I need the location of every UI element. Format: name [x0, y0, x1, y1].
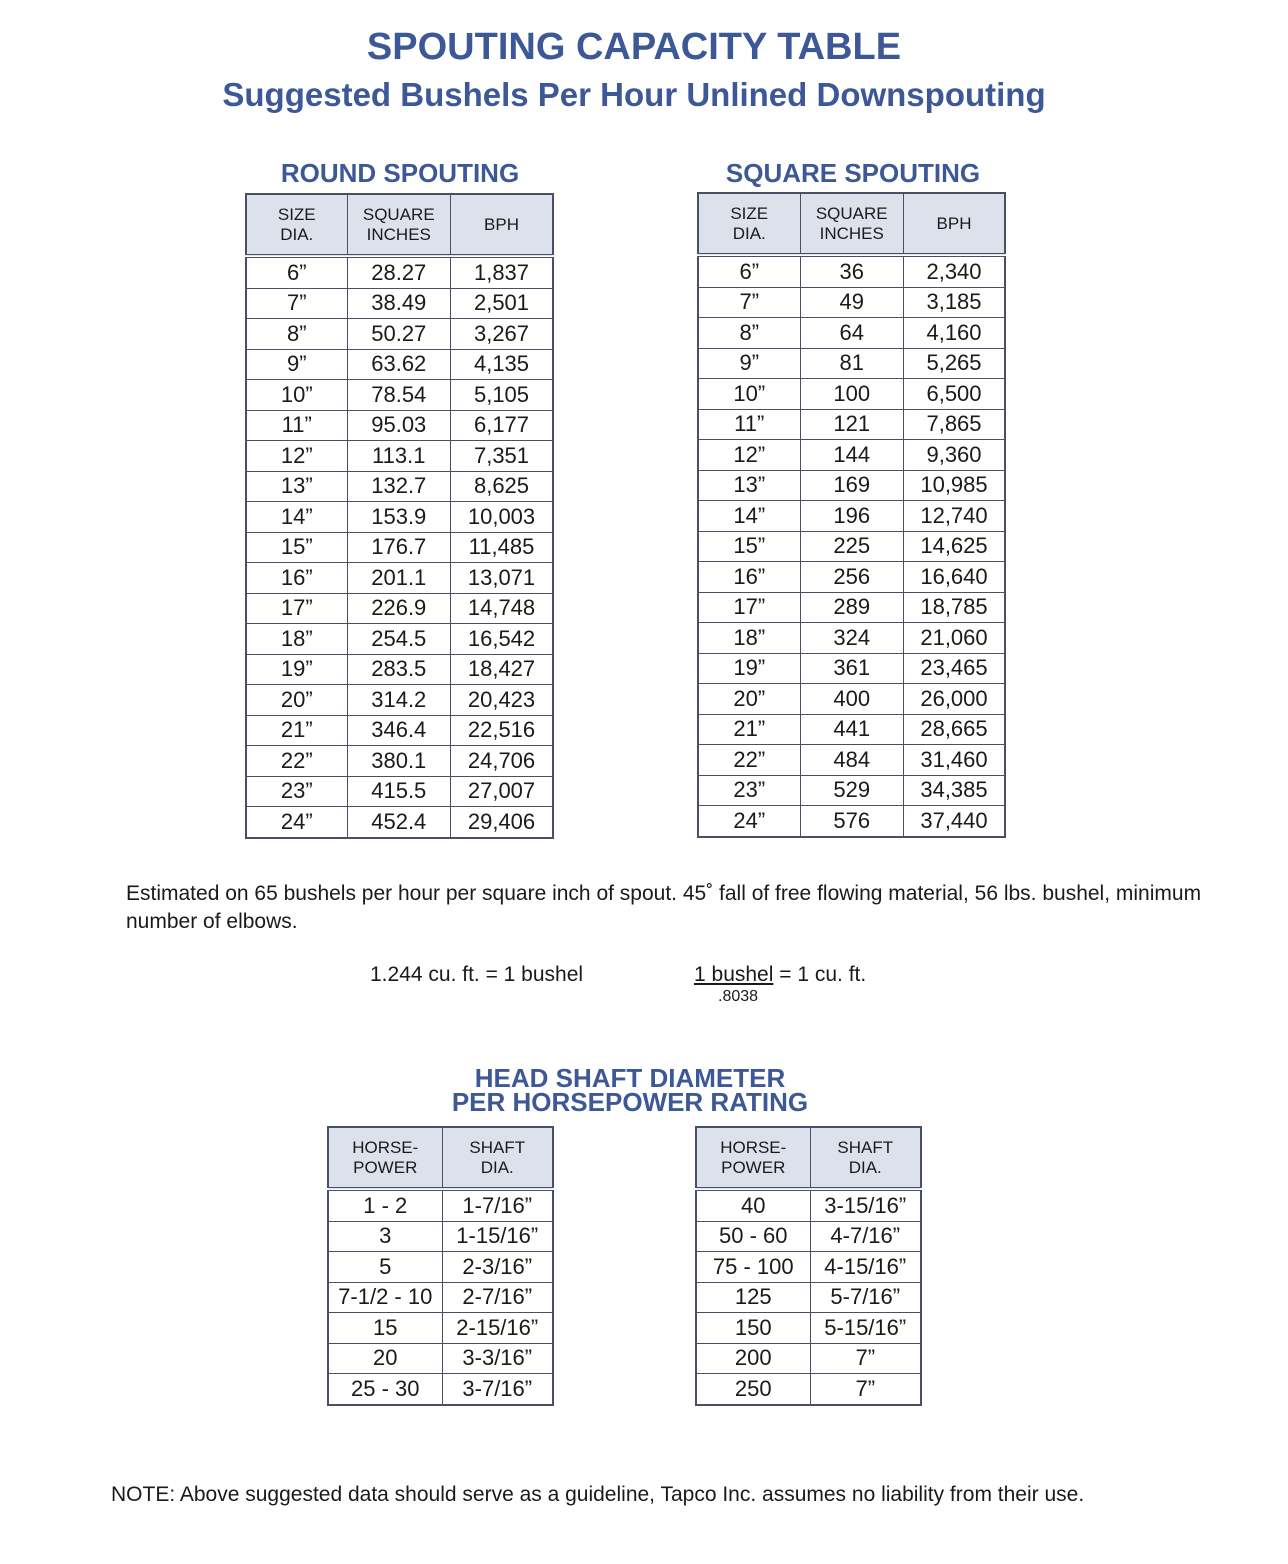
table-row	[246, 380, 553, 411]
table-cell: 5,105	[451, 380, 553, 411]
table-cell: 169	[800, 470, 904, 501]
table-cell: 22,516	[451, 715, 553, 746]
table-cell: 78.54	[347, 380, 451, 411]
table-cell: 2-15/16”	[442, 1313, 553, 1344]
table-row	[328, 1343, 553, 1374]
table-cell: 3-15/16”	[810, 1189, 921, 1221]
table-row	[246, 654, 553, 685]
shaft-title	[380, 1063, 880, 1117]
table-cell: 20”	[246, 685, 347, 716]
table-cell: 9,360	[904, 440, 1006, 471]
table-cell: 6”	[246, 256, 347, 288]
column-header: SQUARE INCHES	[800, 193, 904, 255]
table-row	[246, 288, 553, 319]
table-row	[696, 1189, 921, 1221]
table-cell: 415.5	[347, 776, 451, 807]
table-cell: 226.9	[347, 593, 451, 624]
table-cell: 34,385	[904, 775, 1006, 806]
table-cell: 8”	[246, 319, 347, 350]
fraction-result: = 1 cu. ft.	[773, 963, 867, 986]
table-cell: 29,406	[451, 807, 553, 838]
table-cell: 4-7/16”	[810, 1221, 921, 1252]
table-cell: 7,351	[451, 441, 553, 472]
table-cell: 5	[328, 1252, 442, 1283]
table-row	[696, 1343, 921, 1374]
table-cell: 113.1	[347, 441, 451, 472]
table-row	[696, 1374, 921, 1405]
table-cell: 12”	[246, 441, 347, 472]
table-row	[328, 1189, 553, 1221]
column-header: SHAFT DIA.	[442, 1127, 553, 1189]
table-cell: 10”	[246, 380, 347, 411]
table-cell: 7”	[246, 288, 347, 319]
table-cell: 7”	[698, 287, 800, 318]
page-title: SPOUTING CAPACITY TABLE	[366, 26, 902, 68]
table-row	[698, 255, 1005, 287]
table-cell: 283.5	[347, 654, 451, 685]
table-cell: 2,501	[451, 288, 553, 319]
column-header: SQUARE INCHES	[347, 194, 451, 256]
table-cell: 18”	[698, 623, 800, 654]
table-cell: 22”	[698, 745, 800, 776]
shaft-table-right	[695, 1126, 922, 1406]
table-cell: 20,423	[451, 685, 553, 716]
table-cell: 28.27	[347, 256, 451, 288]
table-cell: 12”	[698, 440, 800, 471]
table-cell: 25 - 30	[328, 1374, 442, 1405]
table-row	[698, 806, 1005, 837]
table-cell: 14,748	[451, 593, 553, 624]
table-cell: 40	[696, 1189, 810, 1221]
table-cell: 3-3/16”	[442, 1343, 553, 1374]
table-cell: 9”	[246, 349, 347, 380]
table-row	[246, 624, 553, 655]
table-row	[698, 501, 1005, 532]
round-spouting-table	[245, 193, 554, 839]
table-row	[698, 684, 1005, 715]
table-cell: 17”	[246, 593, 347, 624]
table-cell: 27,007	[451, 776, 553, 807]
table-cell: 31,460	[904, 745, 1006, 776]
table-cell: 50.27	[347, 319, 451, 350]
table-cell: 7”	[810, 1343, 921, 1374]
table-row	[246, 685, 553, 716]
table-cell: 13,071	[451, 563, 553, 594]
footer-note: NOTE: Above suggested data should serve as a guideline, Tapco Inc. assumes no liability from their use.	[111, 1483, 1085, 1506]
table-row	[246, 715, 553, 746]
table-cell: 1-7/16”	[442, 1189, 553, 1221]
page-subtitle: Suggested Bushels Per Hour Unlined Downspouting	[222, 76, 1046, 113]
table-cell: 196	[800, 501, 904, 532]
table-row	[328, 1313, 553, 1344]
table-cell: 16,542	[451, 624, 553, 655]
table-cell: 361	[800, 653, 904, 684]
table-row	[246, 593, 553, 624]
table-row	[328, 1252, 553, 1283]
table-cell: 314.2	[347, 685, 451, 716]
table-cell: 24”	[246, 807, 347, 838]
table-cell: 26,000	[904, 684, 1006, 715]
column-header: SIZE DIA.	[698, 193, 800, 255]
table-cell: 17”	[698, 592, 800, 623]
table-cell: 15”	[698, 531, 800, 562]
table-cell: 14,625	[904, 531, 1006, 562]
table-cell: 12,740	[904, 501, 1006, 532]
table-row	[328, 1221, 553, 1252]
table-cell: 81	[800, 348, 904, 379]
column-header: SIZE DIA.	[246, 194, 347, 256]
table-cell: 2,340	[904, 255, 1006, 287]
table-row	[246, 319, 553, 350]
table-cell: 20	[328, 1343, 442, 1374]
table-cell: 200	[696, 1343, 810, 1374]
table-cell: 23”	[698, 775, 800, 806]
table-cell: 14”	[698, 501, 800, 532]
table-cell: 5-7/16”	[810, 1282, 921, 1313]
table-cell: 13”	[246, 471, 347, 502]
table-row	[328, 1282, 553, 1313]
table-cell: 15	[328, 1313, 442, 1344]
table-cell: 1 - 2	[328, 1189, 442, 1221]
table-cell: 125	[696, 1282, 810, 1313]
table-cell: 23,465	[904, 653, 1006, 684]
table-cell: 3	[328, 1221, 442, 1252]
table-cell: 289	[800, 592, 904, 623]
table-cell: 1-15/16”	[442, 1221, 553, 1252]
table-row	[698, 562, 1005, 593]
table-row	[246, 532, 553, 563]
table-cell: 201.1	[347, 563, 451, 594]
table-cell: 11”	[698, 409, 800, 440]
table-cell: 22”	[246, 746, 347, 777]
table-row	[246, 746, 553, 777]
table-cell: 576	[800, 806, 904, 837]
table-row	[246, 349, 553, 380]
table-cell: 2-3/16”	[442, 1252, 553, 1283]
table-cell: 3,185	[904, 287, 1006, 318]
conversion-equation: 1.244 cu. ft. = 1 bushel	[370, 963, 584, 986]
table-row	[698, 714, 1005, 745]
shaft-title-line2: PER HORSEPOWER RATING	[451, 1087, 809, 1117]
table-row	[698, 775, 1005, 806]
table-cell: 3,267	[451, 319, 553, 350]
table-cell: 24”	[698, 806, 800, 837]
table-row	[246, 563, 553, 594]
column-header: BPH	[904, 193, 1006, 255]
column-header: SHAFT DIA.	[810, 1127, 921, 1189]
table-cell: 225	[800, 531, 904, 562]
table-cell: 13”	[698, 470, 800, 501]
table-cell: 18,785	[904, 592, 1006, 623]
table-cell: 11,485	[451, 532, 553, 563]
table-cell: 6,500	[904, 379, 1006, 410]
table-cell: 4,135	[451, 349, 553, 380]
table-row	[698, 592, 1005, 623]
table-cell: 18”	[246, 624, 347, 655]
table-row	[698, 623, 1005, 654]
table-cell: 324	[800, 623, 904, 654]
table-cell: 36	[800, 255, 904, 287]
table-cell: 9”	[698, 348, 800, 379]
table-row	[698, 318, 1005, 349]
table-cell: 24,706	[451, 746, 553, 777]
table-row	[698, 745, 1005, 776]
table-row	[698, 531, 1005, 562]
table-cell: 6,177	[451, 410, 553, 441]
fraction-denominator: .8038	[718, 988, 759, 1005]
table-row	[698, 287, 1005, 318]
table-cell: 484	[800, 745, 904, 776]
table-cell: 3-7/16”	[442, 1374, 553, 1405]
table-cell: 254.5	[347, 624, 451, 655]
table-row	[698, 440, 1005, 471]
table-cell: 5,265	[904, 348, 1006, 379]
table-cell: 144	[800, 440, 904, 471]
table-cell: 4,160	[904, 318, 1006, 349]
table-cell: 38.49	[347, 288, 451, 319]
table-cell: 16”	[698, 562, 800, 593]
table-cell: 49	[800, 287, 904, 318]
table-cell: 150	[696, 1313, 810, 1344]
table-cell: 121	[800, 409, 904, 440]
fraction-numerator: 1 bushel	[694, 963, 774, 986]
table-row	[246, 441, 553, 472]
table-cell: 10,985	[904, 470, 1006, 501]
table-cell: 10”	[698, 379, 800, 410]
shaft-title-line1: HEAD SHAFT DIAMETER	[474, 1063, 786, 1093]
table-cell: 14”	[246, 502, 347, 533]
table-cell: 50 - 60	[696, 1221, 810, 1252]
table-row	[246, 410, 553, 441]
column-header: HORSE- POWER	[328, 1127, 442, 1189]
table-cell: 6”	[698, 255, 800, 287]
table-cell: 16,640	[904, 562, 1006, 593]
table-row	[698, 409, 1005, 440]
table-cell: 400	[800, 684, 904, 715]
table-cell: 21”	[246, 715, 347, 746]
table-row	[698, 470, 1005, 501]
table-cell: 256	[800, 562, 904, 593]
table-row	[698, 653, 1005, 684]
table-cell: 100	[800, 379, 904, 410]
table-row	[328, 1374, 553, 1405]
table-cell: 28,665	[904, 714, 1006, 745]
table-row	[246, 776, 553, 807]
table-cell: 1,837	[451, 256, 553, 288]
table-cell: 18,427	[451, 654, 553, 685]
table-row	[246, 256, 553, 288]
shaft-table-left	[327, 1126, 554, 1406]
table-cell: 380.1	[347, 746, 451, 777]
table-row	[698, 379, 1005, 410]
table-cell: 7”	[810, 1374, 921, 1405]
table-cell: 8,625	[451, 471, 553, 502]
table-cell: 10,003	[451, 502, 553, 533]
table-row	[696, 1313, 921, 1344]
conversion-fraction	[694, 963, 866, 987]
table-cell: 19”	[246, 654, 347, 685]
column-header: HORSE- POWER	[696, 1127, 810, 1189]
table-cell: 95.03	[347, 410, 451, 441]
table-cell: 2-7/16”	[442, 1282, 553, 1313]
table-cell: 346.4	[347, 715, 451, 746]
table-cell: 21”	[698, 714, 800, 745]
table-row	[246, 502, 553, 533]
table-cell: 8”	[698, 318, 800, 349]
table-cell: 452.4	[347, 807, 451, 838]
table-row	[696, 1252, 921, 1283]
table-cell: 176.7	[347, 532, 451, 563]
table-cell: 21,060	[904, 623, 1006, 654]
table-cell: 7-1/2 - 10	[328, 1282, 442, 1313]
estimate-note: Estimated on 65 bushels per hour per square inch of spout. 45˚ fall of free flowing material, 56 lbs. bushel, minimum number of elbows.	[126, 882, 1202, 933]
table-cell: 4-15/16”	[810, 1252, 921, 1283]
table-cell: 11”	[246, 410, 347, 441]
table-row	[698, 348, 1005, 379]
table-row	[246, 807, 553, 838]
column-header: BPH	[451, 194, 553, 256]
table-cell: 75 - 100	[696, 1252, 810, 1283]
table-cell: 153.9	[347, 502, 451, 533]
table-cell: 19”	[698, 653, 800, 684]
table-cell: 5-15/16”	[810, 1313, 921, 1344]
table-cell: 23”	[246, 776, 347, 807]
table-cell: 132.7	[347, 471, 451, 502]
table-cell: 16”	[246, 563, 347, 594]
table-cell: 529	[800, 775, 904, 806]
table-cell: 250	[696, 1374, 810, 1405]
table-cell: 63.62	[347, 349, 451, 380]
table-cell: 37,440	[904, 806, 1006, 837]
table-cell: 20”	[698, 684, 800, 715]
table-row	[696, 1282, 921, 1313]
table-cell: 64	[800, 318, 904, 349]
table-row	[246, 471, 553, 502]
round-spouting-title: ROUND SPOUTING	[280, 158, 520, 188]
table-cell: 441	[800, 714, 904, 745]
table-cell: 15”	[246, 532, 347, 563]
table-cell: 7,865	[904, 409, 1006, 440]
table-row	[696, 1221, 921, 1252]
square-spouting-table	[697, 192, 1006, 838]
square-spouting-title: SQUARE SPOUTING	[725, 158, 981, 188]
